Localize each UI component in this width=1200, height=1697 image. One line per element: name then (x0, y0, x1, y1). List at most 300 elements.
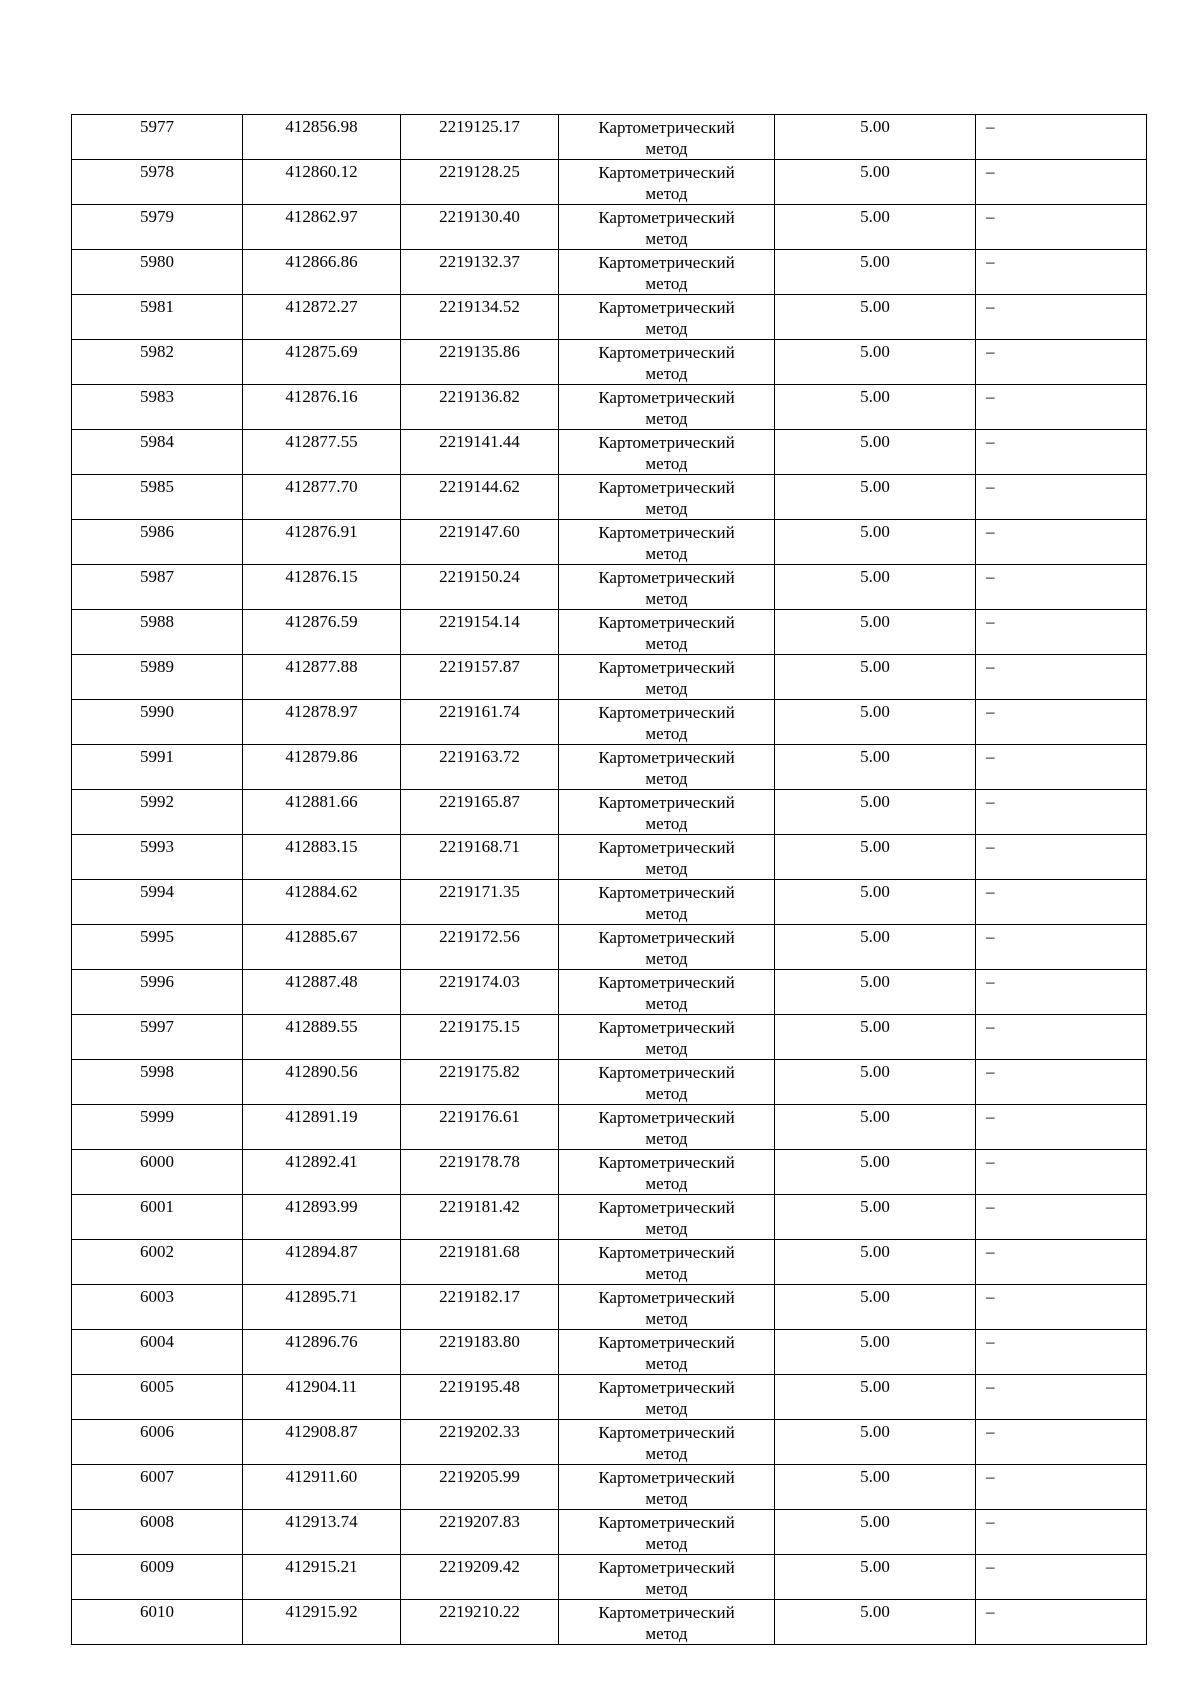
method-cell-text: Картометрический метод (598, 1153, 735, 1193)
y-coordinate-cell (401, 835, 559, 880)
point-number-cell (72, 1105, 243, 1150)
accuracy-cell (775, 1375, 976, 1420)
accuracy-cell (775, 340, 976, 385)
y-coordinate-cell-text: 2219183.80 (439, 1332, 520, 1351)
note-cell (976, 655, 1147, 700)
point-number-cell-text: 6002 (140, 1242, 174, 1261)
accuracy-cell-text: 5.00 (860, 1287, 890, 1306)
y-coordinate-cell-text: 2219154.14 (439, 612, 520, 631)
accuracy-cell (775, 700, 976, 745)
point-number-cell (72, 1240, 243, 1285)
accuracy-cell (775, 1420, 976, 1465)
x-coordinate-cell (243, 1465, 401, 1510)
x-coordinate-cell-text: 412856.98 (285, 117, 358, 136)
note-cell (976, 250, 1147, 295)
y-coordinate-cell (401, 385, 559, 430)
point-number-cell-text: 6004 (140, 1332, 174, 1351)
method-cell (559, 1465, 775, 1510)
method-cell (559, 925, 775, 970)
point-number-cell-text: 5979 (140, 207, 174, 226)
x-coordinate-cell (243, 1330, 401, 1375)
x-coordinate-cell (243, 115, 401, 160)
point-number-cell-text: 5995 (140, 927, 174, 946)
accuracy-cell (775, 1600, 976, 1645)
y-coordinate-cell (401, 475, 559, 520)
point-number-cell (72, 880, 243, 925)
accuracy-cell (775, 160, 976, 205)
point-number-cell (72, 430, 243, 475)
point-number-cell (72, 385, 243, 430)
x-coordinate-cell-text: 412877.55 (285, 432, 358, 451)
x-coordinate-cell (243, 430, 401, 475)
point-number-cell-text: 5981 (140, 297, 174, 316)
y-coordinate-cell-text: 2219168.71 (439, 837, 520, 856)
method-cell-text: Картометрический метод (598, 1558, 735, 1598)
x-coordinate-cell (243, 205, 401, 250)
note-cell (976, 610, 1147, 655)
method-cell (559, 340, 775, 385)
x-coordinate-cell-text: 412895.71 (285, 1287, 358, 1306)
method-cell (559, 1510, 775, 1555)
y-coordinate-cell-text: 2219207.83 (439, 1512, 520, 1531)
note-cell (976, 1105, 1147, 1150)
x-coordinate-cell-text: 412915.92 (285, 1602, 358, 1621)
note-cell-text: – (986, 1557, 995, 1576)
note-cell (976, 835, 1147, 880)
accuracy-cell-text: 5.00 (860, 1152, 890, 1171)
table-row (72, 1465, 1147, 1510)
x-coordinate-cell-text: 412891.19 (285, 1107, 358, 1126)
x-coordinate-cell (243, 475, 401, 520)
note-cell-text: – (986, 207, 995, 226)
x-coordinate-cell (243, 250, 401, 295)
table-row (72, 1600, 1147, 1645)
accuracy-cell (775, 205, 976, 250)
table-row (72, 520, 1147, 565)
x-coordinate-cell (243, 925, 401, 970)
x-coordinate-cell-text: 412862.97 (285, 207, 358, 226)
method-cell-text: Картометрический метод (598, 1603, 735, 1643)
point-number-cell-text: 5994 (140, 882, 174, 901)
accuracy-cell (775, 430, 976, 475)
note-cell (976, 1555, 1147, 1600)
y-coordinate-cell (401, 1105, 559, 1150)
y-coordinate-cell-text: 2219157.87 (439, 657, 520, 676)
accuracy-cell-text: 5.00 (860, 927, 890, 946)
note-cell (976, 160, 1147, 205)
point-number-cell-text: 5992 (140, 792, 174, 811)
x-coordinate-cell-text: 412894.87 (285, 1242, 358, 1261)
point-number-cell-text: 5990 (140, 702, 174, 721)
note-cell (976, 1420, 1147, 1465)
method-cell (559, 385, 775, 430)
method-cell-text: Картометрический метод (598, 1198, 735, 1238)
x-coordinate-cell-text: 412892.41 (285, 1152, 358, 1171)
accuracy-cell-text: 5.00 (860, 1107, 890, 1126)
point-number-cell (72, 655, 243, 700)
note-cell-text: – (986, 1512, 995, 1531)
y-coordinate-cell-text: 2219182.17 (439, 1287, 520, 1306)
method-cell (559, 295, 775, 340)
note-cell-text: – (986, 612, 995, 631)
x-coordinate-cell (243, 880, 401, 925)
table-row (72, 970, 1147, 1015)
point-number-cell-text: 5999 (140, 1107, 174, 1126)
method-cell-text: Картометрический метод (598, 298, 735, 338)
accuracy-cell (775, 745, 976, 790)
table-row (72, 475, 1147, 520)
accuracy-cell (775, 1240, 976, 1285)
point-number-cell-text: 5991 (140, 747, 174, 766)
method-cell-text: Картометрический метод (598, 658, 735, 698)
point-number-cell-text: 5983 (140, 387, 174, 406)
note-cell (976, 1465, 1147, 1510)
point-number-cell (72, 700, 243, 745)
note-cell-text: – (986, 252, 995, 271)
method-cell (559, 1015, 775, 1060)
y-coordinate-cell-text: 2219205.99 (439, 1467, 520, 1486)
accuracy-cell-text: 5.00 (860, 297, 890, 316)
accuracy-cell (775, 970, 976, 1015)
y-coordinate-cell-text: 2219174.03 (439, 972, 520, 991)
accuracy-cell (775, 1015, 976, 1060)
point-number-cell (72, 1330, 243, 1375)
note-cell-text: – (986, 792, 995, 811)
point-number-cell-text: 5998 (140, 1062, 174, 1081)
accuracy-cell-text: 5.00 (860, 252, 890, 271)
method-cell (559, 835, 775, 880)
point-number-cell-text: 6001 (140, 1197, 174, 1216)
note-cell (976, 430, 1147, 475)
table-row (72, 1330, 1147, 1375)
method-cell (559, 745, 775, 790)
note-cell (976, 1060, 1147, 1105)
y-coordinate-cell (401, 970, 559, 1015)
y-coordinate-cell (401, 1465, 559, 1510)
method-cell-text: Картометрический метод (598, 433, 735, 473)
x-coordinate-cell-text: 412893.99 (285, 1197, 358, 1216)
y-coordinate-cell (401, 565, 559, 610)
accuracy-cell (775, 1060, 976, 1105)
point-number-cell-text: 5987 (140, 567, 174, 586)
table-row (72, 205, 1147, 250)
x-coordinate-cell-text: 412876.16 (285, 387, 358, 406)
x-coordinate-cell (243, 1105, 401, 1150)
note-cell-text: – (986, 432, 995, 451)
note-cell-text: – (986, 1197, 995, 1216)
point-number-cell-text: 5984 (140, 432, 174, 451)
accuracy-cell (775, 250, 976, 295)
point-number-cell (72, 1015, 243, 1060)
method-cell (559, 1105, 775, 1150)
point-number-cell-text: 5989 (140, 657, 174, 676)
y-coordinate-cell (401, 295, 559, 340)
x-coordinate-cell-text: 412875.69 (285, 342, 358, 361)
accuracy-cell (775, 475, 976, 520)
y-coordinate-cell (401, 1375, 559, 1420)
note-cell-text: – (986, 1017, 995, 1036)
table-row (72, 1015, 1147, 1060)
x-coordinate-cell (243, 835, 401, 880)
y-coordinate-cell-text: 2219176.61 (439, 1107, 520, 1126)
x-coordinate-cell (243, 340, 401, 385)
table-row (72, 430, 1147, 475)
y-coordinate-cell-text: 2219175.15 (439, 1017, 520, 1036)
y-coordinate-cell-text: 2219132.37 (439, 252, 520, 271)
accuracy-cell (775, 385, 976, 430)
point-number-cell (72, 745, 243, 790)
method-cell-text: Картометрический метод (598, 163, 735, 203)
y-coordinate-cell-text: 2219147.60 (439, 522, 520, 541)
x-coordinate-cell (243, 1195, 401, 1240)
y-coordinate-cell-text: 2219202.33 (439, 1422, 520, 1441)
point-number-cell (72, 1150, 243, 1195)
note-cell-text: – (986, 117, 995, 136)
method-cell-text: Картометрический метод (598, 838, 735, 878)
note-cell-text: – (986, 1377, 995, 1396)
method-cell-text: Картометрический метод (598, 1513, 735, 1553)
note-cell (976, 1015, 1147, 1060)
x-coordinate-cell (243, 1375, 401, 1420)
accuracy-cell-text: 5.00 (860, 1332, 890, 1351)
x-coordinate-cell (243, 1285, 401, 1330)
method-cell (559, 520, 775, 565)
point-number-cell (72, 1060, 243, 1105)
x-coordinate-cell (243, 745, 401, 790)
method-cell-text: Картометрический метод (598, 1018, 735, 1058)
accuracy-cell (775, 1195, 976, 1240)
method-cell-text: Картометрический метод (598, 1108, 735, 1148)
point-number-cell-text: 6008 (140, 1512, 174, 1531)
table-row (72, 250, 1147, 295)
accuracy-cell-text: 5.00 (860, 432, 890, 451)
point-number-cell (72, 1465, 243, 1510)
x-coordinate-cell-text: 412911.60 (285, 1467, 358, 1486)
note-cell-text: – (986, 1602, 995, 1621)
accuracy-cell (775, 835, 976, 880)
table-row (72, 610, 1147, 655)
x-coordinate-cell (243, 1555, 401, 1600)
accuracy-cell-text: 5.00 (860, 207, 890, 226)
y-coordinate-cell-text: 2219136.82 (439, 387, 520, 406)
y-coordinate-cell-text: 2219161.74 (439, 702, 520, 721)
point-number-cell-text: 5977 (140, 117, 174, 136)
accuracy-cell-text: 5.00 (860, 1602, 890, 1621)
method-cell (559, 205, 775, 250)
note-cell (976, 385, 1147, 430)
point-number-cell-text: 6009 (140, 1557, 174, 1576)
point-number-cell-text: 6000 (140, 1152, 174, 1171)
method-cell-text: Картометрический метод (598, 208, 735, 248)
accuracy-cell-text: 5.00 (860, 792, 890, 811)
method-cell (559, 115, 775, 160)
method-cell (559, 880, 775, 925)
x-coordinate-cell-text: 412904.11 (285, 1377, 358, 1396)
accuracy-cell-text: 5.00 (860, 387, 890, 406)
x-coordinate-cell-text: 412876.91 (285, 522, 358, 541)
x-coordinate-cell (243, 1060, 401, 1105)
x-coordinate-cell-text: 412872.27 (285, 297, 358, 316)
point-number-cell-text: 5982 (140, 342, 174, 361)
table-row (72, 1150, 1147, 1195)
note-cell (976, 1330, 1147, 1375)
x-coordinate-cell (243, 160, 401, 205)
note-cell-text: – (986, 882, 995, 901)
coordinates-table-body (72, 115, 1147, 1645)
accuracy-cell-text: 5.00 (860, 1512, 890, 1531)
accuracy-cell (775, 1555, 976, 1600)
note-cell-text: – (986, 1062, 995, 1081)
note-cell-text: – (986, 747, 995, 766)
method-cell (559, 790, 775, 835)
table-row (72, 1285, 1147, 1330)
accuracy-cell-text: 5.00 (860, 567, 890, 586)
method-cell-text: Картометрический метод (598, 1333, 735, 1373)
note-cell-text: – (986, 1107, 995, 1126)
accuracy-cell (775, 1465, 976, 1510)
method-cell-text: Картометрический метод (598, 523, 735, 563)
method-cell (559, 430, 775, 475)
note-cell (976, 745, 1147, 790)
x-coordinate-cell-text: 412915.21 (285, 1557, 358, 1576)
accuracy-cell-text: 5.00 (860, 882, 890, 901)
accuracy-cell-text: 5.00 (860, 1197, 890, 1216)
table-row (72, 1105, 1147, 1150)
y-coordinate-cell (401, 745, 559, 790)
x-coordinate-cell (243, 565, 401, 610)
accuracy-cell-text: 5.00 (860, 612, 890, 631)
method-cell (559, 250, 775, 295)
point-number-cell-text: 5985 (140, 477, 174, 496)
accuracy-cell-text: 5.00 (860, 702, 890, 721)
x-coordinate-cell (243, 970, 401, 1015)
method-cell-text: Картометрический метод (598, 1423, 735, 1463)
note-cell-text: – (986, 1152, 995, 1171)
table-row (72, 565, 1147, 610)
note-cell-text: – (986, 1422, 995, 1441)
y-coordinate-cell (401, 880, 559, 925)
table-row (72, 1375, 1147, 1420)
method-cell (559, 655, 775, 700)
note-cell (976, 1600, 1147, 1645)
accuracy-cell (775, 115, 976, 160)
x-coordinate-cell-text: 412884.62 (285, 882, 358, 901)
table-row (72, 160, 1147, 205)
method-cell (559, 1555, 775, 1600)
x-coordinate-cell (243, 610, 401, 655)
x-coordinate-cell (243, 1150, 401, 1195)
note-cell (976, 205, 1147, 250)
y-coordinate-cell-text: 2219128.25 (439, 162, 520, 181)
method-cell-text: Картометрический метод (598, 478, 735, 518)
y-coordinate-cell-text: 2219209.42 (439, 1557, 520, 1576)
point-number-cell (72, 565, 243, 610)
accuracy-cell (775, 655, 976, 700)
note-cell (976, 340, 1147, 385)
method-cell-text: Картометрический метод (598, 793, 735, 833)
table-row (72, 1240, 1147, 1285)
y-coordinate-cell (401, 1285, 559, 1330)
point-number-cell-text: 5986 (140, 522, 174, 541)
x-coordinate-cell-text: 412908.87 (285, 1422, 358, 1441)
point-number-cell-text: 6003 (140, 1287, 174, 1306)
accuracy-cell-text: 5.00 (860, 1422, 890, 1441)
table-row (72, 1420, 1147, 1465)
y-coordinate-cell-text: 2219172.56 (439, 927, 520, 946)
method-cell (559, 1420, 775, 1465)
y-coordinate-cell-text: 2219195.48 (439, 1377, 520, 1396)
y-coordinate-cell (401, 700, 559, 745)
x-coordinate-cell (243, 700, 401, 745)
y-coordinate-cell (401, 250, 559, 295)
y-coordinate-cell-text: 2219171.35 (439, 882, 520, 901)
note-cell-text: – (986, 1467, 995, 1486)
x-coordinate-cell (243, 1015, 401, 1060)
accuracy-cell-text: 5.00 (860, 1377, 890, 1396)
x-coordinate-cell (243, 295, 401, 340)
y-coordinate-cell (401, 340, 559, 385)
note-cell (976, 295, 1147, 340)
point-number-cell-text: 6007 (140, 1467, 174, 1486)
note-cell-text: – (986, 1332, 995, 1351)
x-coordinate-cell (243, 1510, 401, 1555)
y-coordinate-cell-text: 2219210.22 (439, 1602, 520, 1621)
note-cell (976, 475, 1147, 520)
accuracy-cell-text: 5.00 (860, 747, 890, 766)
y-coordinate-cell (401, 1240, 559, 1285)
note-cell (976, 700, 1147, 745)
table-row (72, 790, 1147, 835)
note-cell-text: – (986, 387, 995, 406)
y-coordinate-cell-text: 2219141.44 (439, 432, 520, 451)
note-cell-text: – (986, 162, 995, 181)
y-coordinate-cell (401, 1555, 559, 1600)
y-coordinate-cell (401, 610, 559, 655)
method-cell (559, 1375, 775, 1420)
y-coordinate-cell (401, 520, 559, 565)
y-coordinate-cell-text: 2219135.86 (439, 342, 520, 361)
y-coordinate-cell (401, 790, 559, 835)
x-coordinate-cell (243, 1240, 401, 1285)
x-coordinate-cell (243, 655, 401, 700)
note-cell-text: – (986, 297, 995, 316)
point-number-cell (72, 250, 243, 295)
coordinates-table (71, 114, 1147, 1645)
x-coordinate-cell-text: 412877.88 (285, 657, 358, 676)
y-coordinate-cell (401, 205, 559, 250)
point-number-cell-text: 5997 (140, 1017, 174, 1036)
y-coordinate-cell (401, 115, 559, 160)
accuracy-cell-text: 5.00 (860, 162, 890, 181)
method-cell-text: Картометрический метод (598, 748, 735, 788)
accuracy-cell (775, 1105, 976, 1150)
y-coordinate-cell (401, 1510, 559, 1555)
x-coordinate-cell-text: 412860.12 (285, 162, 358, 181)
point-number-cell-text: 5978 (140, 162, 174, 181)
x-coordinate-cell (243, 790, 401, 835)
note-cell-text: – (986, 567, 995, 586)
table-row (72, 925, 1147, 970)
note-cell-text: – (986, 657, 995, 676)
y-coordinate-cell (401, 655, 559, 700)
table-row (72, 1510, 1147, 1555)
x-coordinate-cell-text: 412876.59 (285, 612, 358, 631)
note-cell (976, 565, 1147, 610)
accuracy-cell-text: 5.00 (860, 837, 890, 856)
table-row (72, 295, 1147, 340)
x-coordinate-cell-text: 412878.97 (285, 702, 358, 721)
point-number-cell-text: 5996 (140, 972, 174, 991)
